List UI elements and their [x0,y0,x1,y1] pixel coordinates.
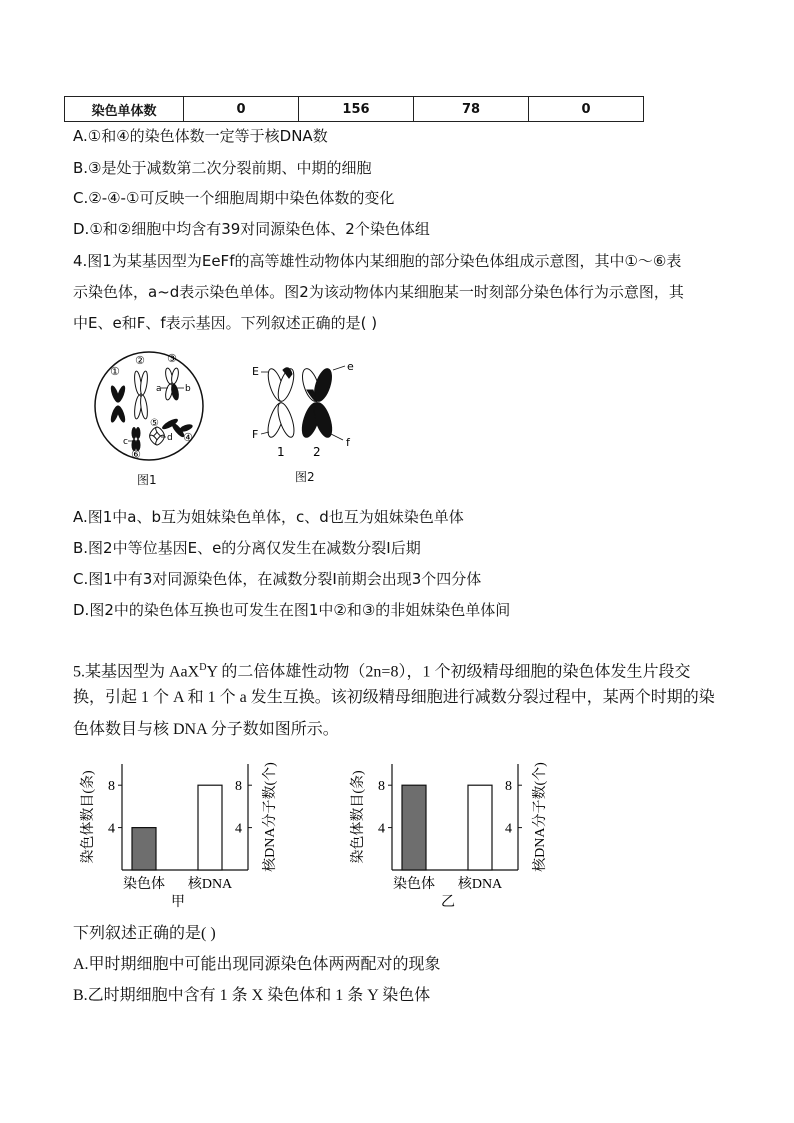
x-category-label: 核DNA [457,877,503,892]
fig1-label: a [156,384,162,394]
y-axis-label-right: 核DNA分子数(个) [263,762,278,872]
fig1-label: ① [110,365,120,378]
fig2-chromosome-number: 2 [313,445,321,459]
q5-question: 下列叙述正确的是( ) [73,925,216,942]
fig2-gene-label: E [252,365,259,378]
q3-option-b: B.③是处于减数第二次分裂前期、中期的细胞 [73,159,372,177]
q5-stem-line: 换，引起 1 个 A 和 1 个 a 发生互换。该初级精母细胞进行减数分裂过程中，某两个时期的染 [73,689,715,706]
q4-stem-line: 中E、e和F、f表示基因。下列叙述正确的是( ) [73,314,378,332]
chromosome-1 [109,385,127,424]
table-cell: 156 [299,97,414,122]
q4-option-c: C.图1中有3对同源染色体，在减数分裂Ⅰ前期会出现3个四分体 [73,570,482,588]
chart-jia [70,752,290,912]
y-tick-label-left: 4 [108,821,115,837]
chart-yi [340,752,560,912]
chart-title: 甲 [171,895,185,910]
q4-option-a: A.图1中a、b互为姐妹染色单体，c、d也互为姐妹染色单体 [73,508,464,526]
fig1-label: b [185,384,191,394]
chromatid-count-table [64,96,644,122]
y-tick-label-right: 8 [235,779,242,795]
chromosome-2 [133,371,148,420]
y-axis-label-left: 染色体数目(条) [81,770,96,864]
table-row-label: 染色单体数 [65,97,184,122]
fig2-chromosome-number: 1 [277,445,285,459]
q5-stem-superscript: D [199,662,207,673]
q3-option-a: A.①和④的染色体数一定等于核DNA数 [73,127,328,145]
fig1-label: ③ [167,352,177,365]
q4-option-d: D.图2中的染色体互换也可发生在图1中②和③的非姐妹染色单体间 [73,601,511,619]
q5-stem-line [73,658,690,682]
q3-option-d: D.①和②细胞中均含有39对同源染色体、2个染色体组 [73,220,430,238]
q5-stem-text: Y 的二倍体雄性动物（2n=8），1 个初级精母细胞的染色体发生片段交 [206,663,691,681]
y-tick-label-right: 4 [235,821,242,837]
fig2-chromosome-2 [299,367,335,440]
figure-1-cell-diagram [88,350,213,462]
chromosome-3 [164,368,179,401]
fig2-gene-label: F [252,428,259,441]
table-cell: 0 [184,97,299,122]
y-tick-label-left: 4 [378,821,385,837]
q4-stem-line: 4.图1为某基因型为EeFf的高等雄性动物体内某细胞的部分染色体组成示意图，其中①～⑥表 [73,252,682,270]
q5-option-a: A.甲时期细胞中可能出现同源染色体两两配对的现象 [73,956,441,973]
x-category-label: 核DNA [187,877,233,892]
fig1-label: c [123,437,128,447]
y-axis-label-left: 染色体数目(条) [351,770,366,864]
fig1-label: ④ [183,431,193,444]
y-tick-label-right: 4 [505,821,512,837]
fig2-gene-label: f [346,436,350,449]
fig2-chromosome-1 [265,367,298,439]
figure-2-caption: 图2 [295,470,315,484]
y-tick-label-right: 8 [505,779,512,795]
table-cell: 0 [529,97,644,122]
chart-title: 乙 [441,895,455,910]
fig1-label: ⑥ [131,448,141,461]
bar [132,828,156,870]
figure-1-caption: 图1 [137,473,157,487]
x-category-label: 染色体 [393,877,435,892]
fig1-label: ② [135,354,145,367]
fig2-gene-label: e [347,360,354,373]
table-cell: 78 [414,97,529,122]
y-tick-label-left: 8 [378,779,385,795]
bar [402,785,426,870]
fig1-label: ⑤ [150,418,159,429]
fig1-label: d [167,433,173,443]
figure-2-crossover-diagram [247,360,362,460]
bar [468,785,492,870]
q3-option-c: C.②-④-①可反映一个细胞周期中染色体数的变化 [73,189,395,207]
q4-stem-line: 示染色体，a~d表示染色单体。图2为该动物体内某细胞某一时刻部分染色体行为示意图，其 [73,283,684,301]
q4-option-b: B.图2中等位基因E、e的分离仅发生在减数分裂Ⅰ后期 [73,539,421,557]
table-row [65,97,644,122]
y-axis-label-right: 核DNA分子数(个) [533,762,548,872]
x-category-label: 染色体 [123,877,165,892]
q5-stem-text: 5.某基因型为 AaX [73,663,200,681]
q5-option-b: B.乙时期细胞中含有 1 条 X 染色体和 1 条 Y 染色体 [73,987,431,1004]
bar [198,785,222,870]
y-tick-label-left: 8 [108,779,115,795]
q5-stem-line: 色体数目与核 DNA 分子数如图所示。 [73,721,339,738]
